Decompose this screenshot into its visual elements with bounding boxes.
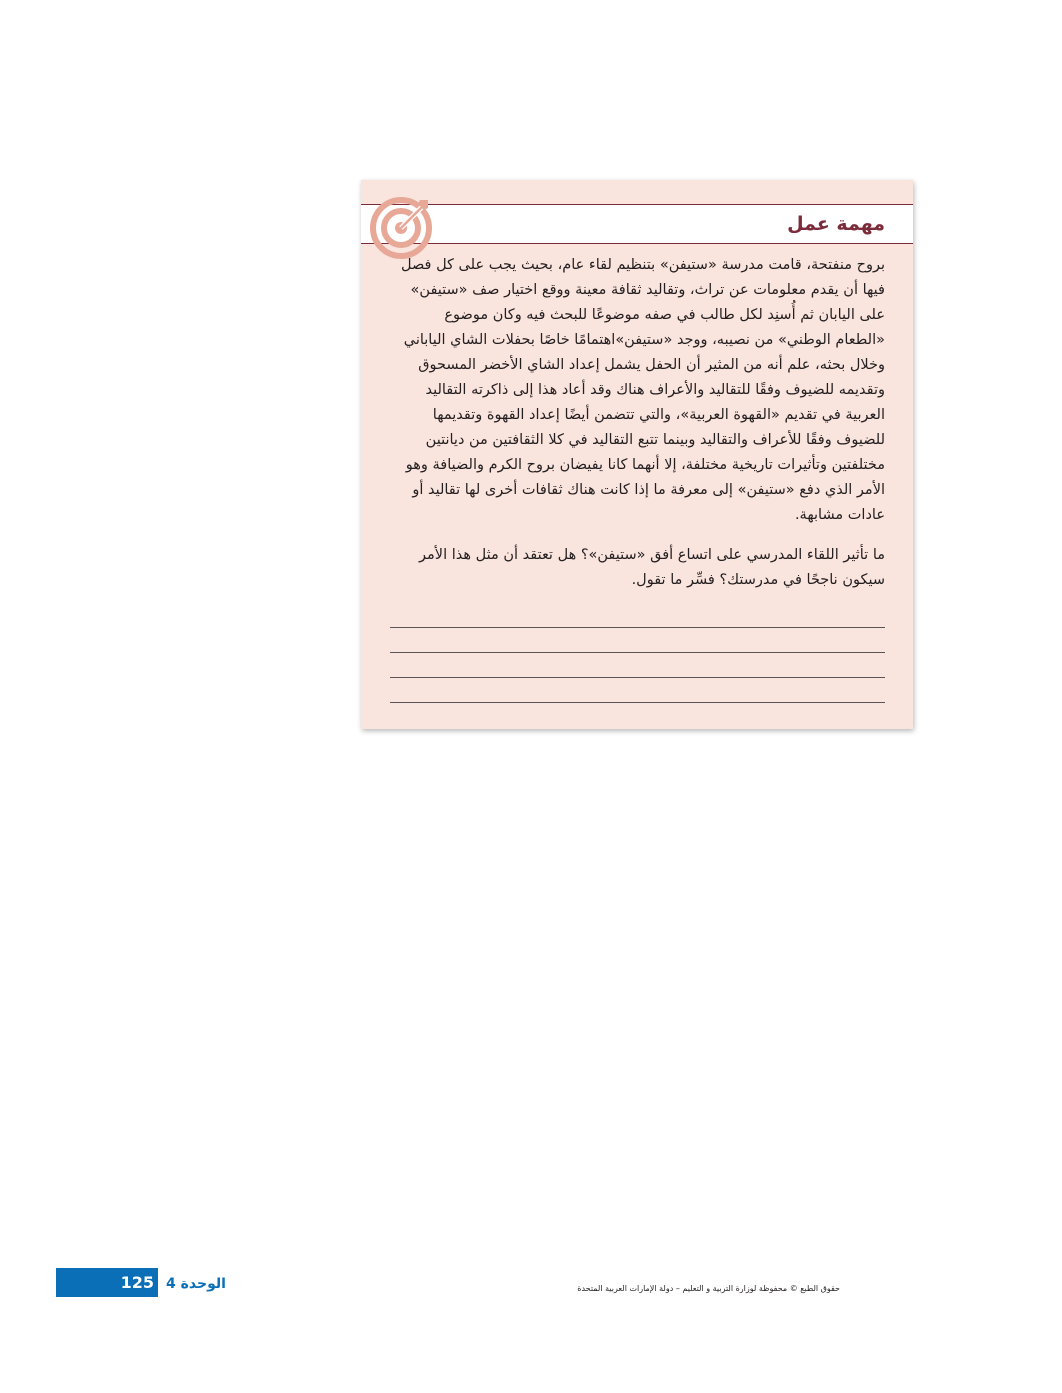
task-card: [361, 180, 913, 729]
task-paragraph: بروح منفتحة، قامت مدرسة «ستيفن» بتنظيم لقاء عام، بحيث يجب على كل فصل فيها أن يقدم معلومات عن تراث، وتقاليد ثقافة معينة ووقع اختيار صف «ستيفن» على اليابان ثم أُسنِد لكل طالب في صفه موضوعًا للبحث فيه وكان موضوع «الطعام الوطني» من نصيبه، ووجد «ستيفن»اهتمامًا خاصًا بحفلات الشاي الياباني وخلال بحثه، علم أنه من المثير أن الحفل يشمل إعداد الشاي الأخضر المسحوق وتقديمه للضيوف وفقًا للتقاليد والأعراف هناك وقد أعاد هذا إلى ذاكرته التقاليد العربية في تقديم «القهوة العربية»، والتي تتضمن أيضًا إعداد القهوة وتقديمها للضيوف وفقًا للأعراف والتقاليد وبينما تتبع التقاليد في كلا الثقافتين من ديانتين مختلفتين وتأثيرات تاريخية مختلفة، إلا أنهما كانا يفيضان بروح الكرم والضيافة وهو الأمر الذي دفع «ستيفن» إلى معرفة ما إذا كانت هناك ثقافات أخرى لها تقاليد أو عادات مشابهة.: [400, 257, 885, 523]
target-arrow-icon: [368, 195, 434, 261]
answer-line[interactable]: [390, 702, 885, 703]
task-question: ما تأثير اللقاء المدرسي على اتساع أفق «ستيفن»؟ هل تعتقد أن مثل هذا الأمر سيكون ناجحًا في مدرستك؟ فسِّر ما تقول.: [419, 547, 885, 588]
answer-area[interactable]: [390, 627, 885, 727]
answer-line[interactable]: [390, 677, 885, 678]
copyright-notice: حقوق الطبع © محفوظة لوزارة التربية و التعليم – دولة الإمارات العربية المتحدة: [577, 1284, 840, 1293]
answer-line[interactable]: [390, 627, 885, 628]
task-card-title-bar: [361, 204, 913, 244]
unit-label: الوحدة 4: [166, 1276, 226, 1292]
page-number: 125: [120, 1273, 154, 1292]
task-card-title: مهمة عمل: [787, 213, 885, 235]
answer-line[interactable]: [390, 652, 885, 653]
